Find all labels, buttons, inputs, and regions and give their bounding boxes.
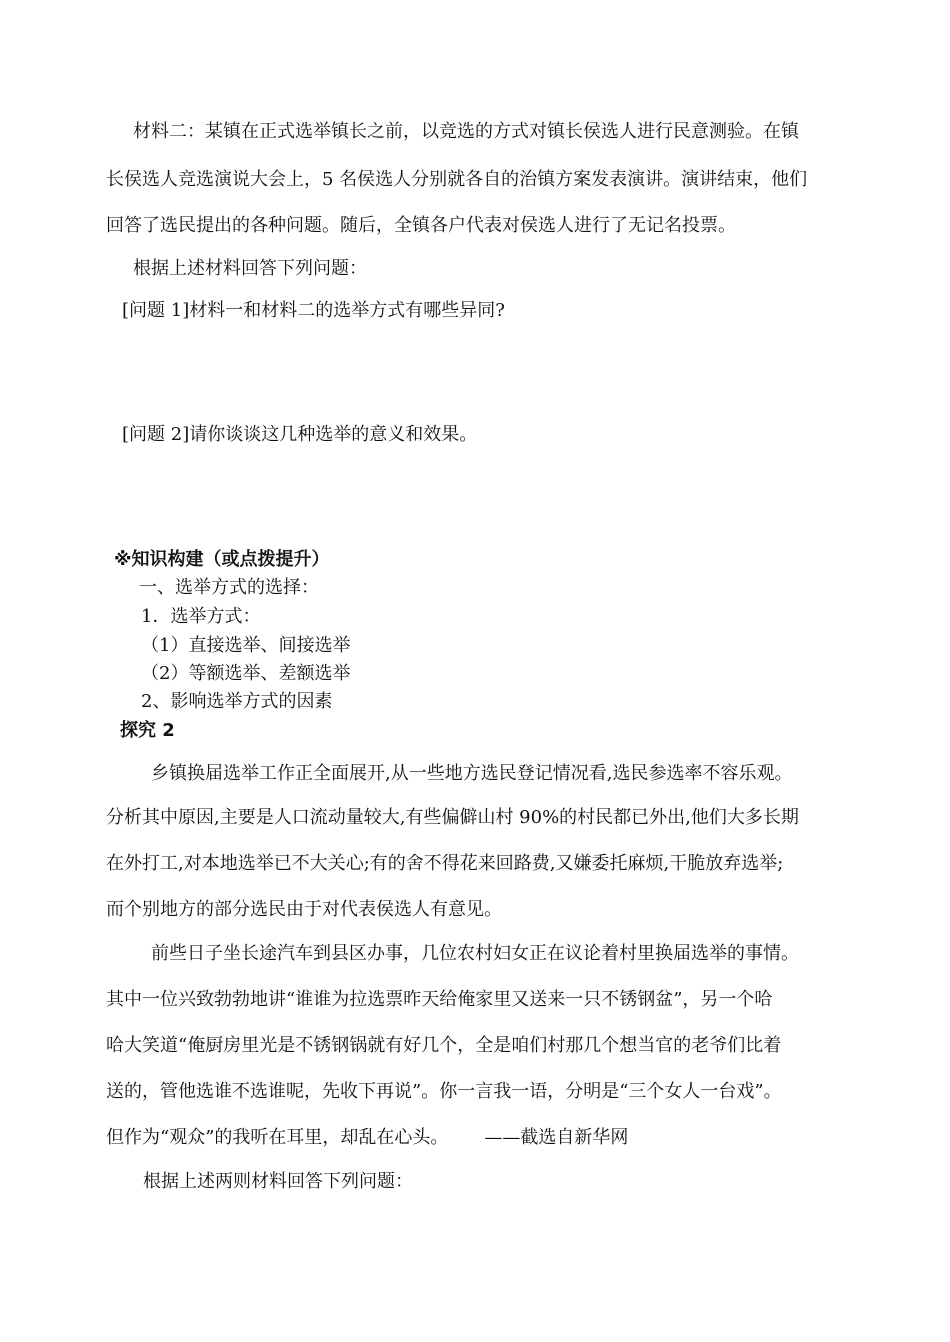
question-2: [问题 2]请你谈谈这几种选举的意义和效果。 xyxy=(122,424,478,445)
knowledge-item-3: （1）直接选举、间接选举 xyxy=(141,635,351,656)
question-1: [问题 1]材料一和材料二的选举方式有哪些异同? xyxy=(122,300,505,321)
explore-para2-line-3: 哈大笑道“俺厨房里光是不锈钢锅就有好几个，全是咱们村那几个想当官的老爷们比着 xyxy=(106,1035,782,1056)
explore-para1-line-4: 而个别地方的部分选民由于对代表侯选人有意见。 xyxy=(106,899,502,920)
explore-para2-line-5 xyxy=(106,1126,628,1150)
explore-instruction: 根据上述两则材料回答下列问题： xyxy=(143,1171,413,1192)
explore-heading: 探究 2 xyxy=(120,720,175,741)
explore-para1-line-3: 在外打工,对本地选举已不大关心;有的舍不得花来回路费,又嫌委托麻烦,干脆放弃选举; xyxy=(106,853,784,874)
knowledge-item-1: 一、选举方式的选择： xyxy=(139,577,319,598)
explore-para1-line-1: 乡镇换届选举工作正全面展开,从一些地方选民登记情况看,选民参选率不容乐观。 xyxy=(151,763,793,784)
explore-para2-line-2: 其中一位兴致勃勃地讲“谁谁为拉选票昨天给俺家里又送来一只不锈钢盆”，另一个哈 xyxy=(106,989,773,1010)
instruction-1: 根据上述材料回答下列问题： xyxy=(133,258,367,279)
knowledge-item-5: 2、影响选举方式的因素 xyxy=(141,691,333,712)
material2-line-3: 回答了选民提出的各种问题。随后，全镇各户代表对侯选人进行了无记名投票。 xyxy=(106,215,736,236)
explore-para2-line-4: 送的，管他选谁不选谁呢，先收下再说”。你一言我一语，分明是“三个女人一台戏”。 xyxy=(106,1081,782,1102)
knowledge-heading: ※知识构建（或点拨提升） xyxy=(114,549,330,570)
knowledge-item-2: 1．选举方式： xyxy=(141,606,261,627)
source-attribution: ——截选自新华网 xyxy=(484,1127,629,1148)
material2-line-1: 材料二：某镇在正式选举镇长之前，以竞选的方式对镇长侯选人进行民意测验。在镇 xyxy=(133,121,799,142)
knowledge-item-4: （2）等额选举、差额选举 xyxy=(141,663,351,684)
explore-para1-line-2: 分析其中原因,主要是人口流动量较大,有些偏僻山村 90%的村民都已外出,他们大多长期 xyxy=(106,807,799,828)
explore-para2-line-1: 前些日子坐长途汽车到县区办事，几位农村妇女正在议论着村里换届选举的事情。 xyxy=(151,943,799,964)
material2-line-2: 长侯选人竞选演说大会上，5 名侯选人分别就各自的治镇方案发表演讲。演讲结束，他们 xyxy=(106,169,808,190)
explore-para2-last-sentence: 但作为“观众”的我听在耳里，却乱在心头。 xyxy=(106,1127,449,1148)
